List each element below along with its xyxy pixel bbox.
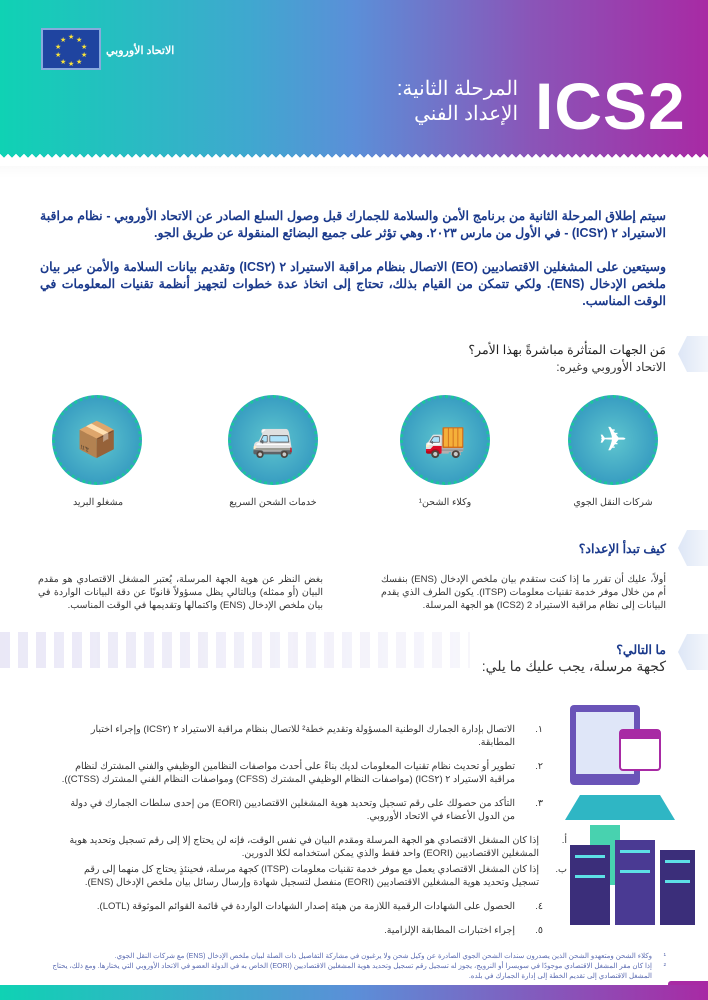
list-item: ٤. الحصول على الشهادات الرقمية اللازمة من هيئة إصدار الشهادات الواردة في قائمة القوائم الموثوقة (LOTL).	[96, 901, 543, 912]
zigzag-divider	[0, 150, 708, 166]
list-item: ٥. إجراء اختبارات المطابقة الإلزامية.	[384, 925, 543, 936]
list-item: ٢. تطوير أو تحديث نظام تقنيات المعلومات لديك بناءً على أحدث مواصفات النظامين الوظيفي والفني المشترك لنظام مراقبة الاستيراد ٢ (ICS٢) (مواصفات النظام الوظيفي المشترك (CFSS) ومواصفات النظام الفني المشترك (CTSS)).	[61, 761, 543, 785]
start-heading: كيف تبدأ الإعداد؟	[578, 542, 666, 556]
footnotes	[50, 952, 666, 982]
page-title: ICS2	[535, 69, 686, 143]
list-item: ١. الاتصال بإدارة الجمارك الوطنية المسؤولة وتقديم خطة² للاتصال بنظام مراقبة الاستيراد ٢ (ICS٢) وإجراء اختبار المطابقة.	[90, 724, 543, 748]
affected-heading: مَن الجهات المتأثرة مباشرةً بهذا الأمر؟	[468, 343, 666, 357]
affected-label: خدمات الشحن السريع	[229, 497, 317, 508]
chevron-decoration	[678, 336, 708, 372]
delivery-van-icon: 🚐	[228, 395, 318, 485]
list-item: ٣. التأكد من حصولك على رقم تسجيل وتحديد هوية المشغلين الاقتصاديين (EORI) من إحدى سلطات الجمارك في دولة من الدول الأعضاء في الاتحاد الأوروبي.	[70, 798, 543, 822]
footnote: ¹ وكلاء الشحن ومتعهدو الشحن الذين يصدرون سندات الشحن الجوي الصادرة عن وكيل شحن ولا يرغبون في مشاركة التفاصيل ذات الصلة لبيان ملخص الإدخال (ENS) مع شركات النقل الجوي.	[114, 953, 666, 960]
it-systems-illustration	[560, 700, 700, 930]
page-subtitle: المرحلة الثانية: الإعداد الفني	[396, 78, 518, 125]
affected-subheading: الاتحاد الأوروبي وغيره:	[556, 360, 666, 374]
arrows-decoration	[0, 632, 470, 668]
chevron-decoration	[678, 530, 708, 566]
start-column-left: بغض النظر عن هوية الجهة المرسلة، يُعتبر المشغل الاقتصادي هو مقدم البيان (أو ممثله) وبالتالي يظل مسؤولاً قانونًا عن دقة البيانات الواردة في بيان ملخص الإدخال (ENS) واكتمالها وتقديمها في الوقت المناسب.	[38, 574, 323, 611]
footnote: ² إذا كان مقر المشغل الاقتصادي موجودًا في سويسرا أو النرويج، يجوز له تسجيل رقم تسجيل وتحديد هوية المشغلين الاقتصاديين (EORI) الخاص به في الدولة العضو في الاتحاد الأوروبي التي يختارها. ومع ذلك، يحتاج المشغل الاقتصادي إلى تقديم الخطة إلى إدارة الجمارك في بلده.	[52, 963, 666, 980]
affected-label: شركات النقل الجوي	[573, 497, 653, 508]
list-item: أ. إذا كان المشغل الاقتصادي هو الجهة المرسلة ومقدم البيان في نفس الوقت، فإنه لن يحتاج إلا إلى رقم تسجيل وتحديد هوية المشغلين الاقتصاديين (EORI) واحد فقط والذي يمكن استخدامه لكلا الدورين.	[69, 835, 567, 859]
parcels-icon: 📦	[52, 395, 142, 485]
eu-label: الاتحاد الأوروبي	[106, 45, 175, 57]
chevron-decoration	[678, 634, 708, 670]
truck-icon: 🚚	[400, 395, 490, 485]
steps-list	[60, 723, 567, 948]
airplane-icon: ✈	[568, 395, 658, 485]
list-item: ب. إذا كان المشغل الاقتصادي يعمل مع موفر خدمة تقنيات معلومات (ITSP) كجهة مرسلة، فحينئذٍ يحتاج كل منهما إلى رقم تسجيل وتحديد هوية المشغلين الاقتصاديين (EORI) منفصل لتسجيل شهادة وإرسال رسائل بيان ملخص الإدخال (ENS).	[84, 864, 567, 888]
eu-flag-logo: ★ ★ ★ ★ ★ ★ ★ ★ ★ ★	[41, 28, 101, 70]
start-column-right: أولاً، عليك أن تقرر ما إذا كنت ستقدم بيان ملخص الإدخال (ENS) بنفسك أم من خلال موفر خدمة تقنيات معلومات (ITSP). يكون الطرف الذي يقدم البيانات إلى نظام مراقبة الاستيراد 2 (ICS2) هو الجهة المرسلة.	[381, 574, 666, 611]
intro-paragraph-1: سيتم إطلاق المرحلة الثانية من برنامج الأمن والسلامة للجمارك قبل وصول السلع الصادر عن الاتحاد الأوروبي - نظام مراقبة الاستيراد ٢ (ICS٢) - في الأول من مارس ٢٠٢٣. وهي تؤثر على جميع البضائع المنقولة عن طريق الجو.	[40, 209, 666, 240]
next-heading: ما التالي؟	[616, 643, 666, 657]
affected-label: مشغلو البريد	[72, 497, 124, 508]
footer-bar	[0, 985, 708, 1000]
affected-label: وكلاء الشحن¹	[418, 497, 472, 508]
next-subheading: كجهة مرسلة، يجب عليك ما يلي:	[481, 658, 666, 674]
intro-paragraph-2: وسيتعين على المشغلين الاقتصاديين (EO) الاتصال بنظام مراقبة الاستيراد ٢ (ICS٢) وتقديم بيانات السلامة والأمن عبر بيان ملخص الإدخال (ENS). ولكي تتمكن من القيام بذلك، تحتاج إلى اتخاذ عدة خطوات لتجهيز أنظمة تقنيات المعلومات في الوقت المناسب.	[40, 260, 666, 308]
